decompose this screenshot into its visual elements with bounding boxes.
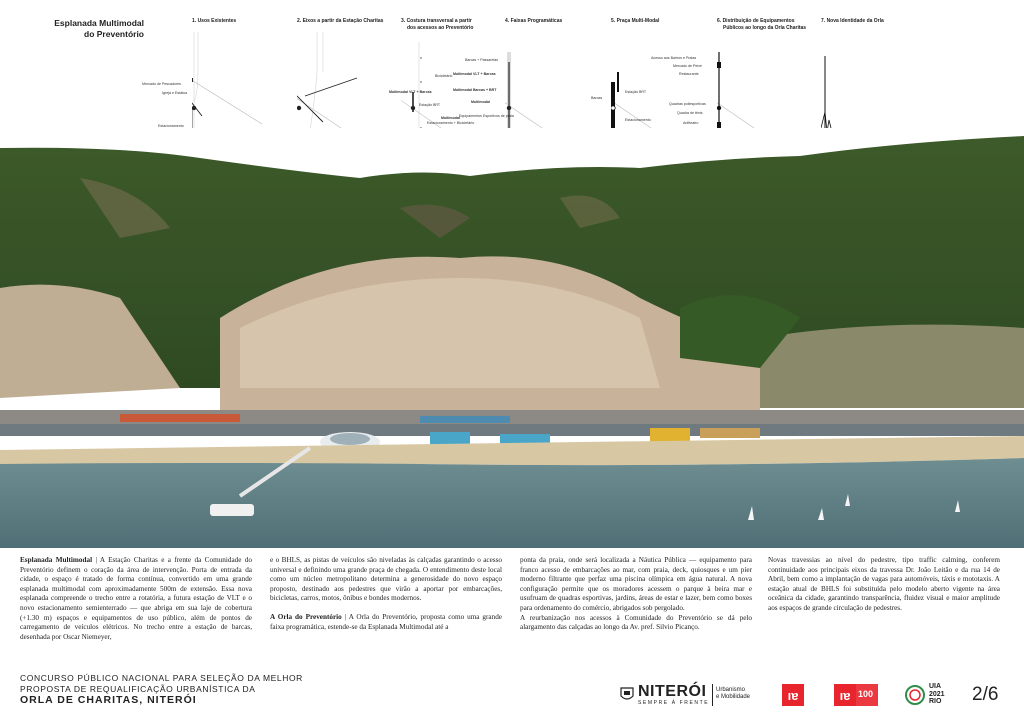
step-number: 7. (821, 18, 826, 24)
step-label: Barcas + Passarelas (465, 58, 499, 62)
step-label: Barcas (591, 96, 603, 100)
step-title: Eixos a partir da Estação Charitas (302, 18, 384, 24)
column-text: e o BHLS, as pistas de veículos são niveladas às calçadas garantindo o acesso universal e definindo uma grande praça de chegada. O entendimento deste local como um núcleo metropolitano determina a generosidade do novo espaço proposto, destinado aos pedestres que virão a aportar por embarcações, bicicletas, carros, motos, ônibus e bondes modernos. (270, 556, 502, 603)
step-label: Mercado de Pescadores (142, 82, 181, 86)
step-label: Estacionamento (158, 124, 184, 128)
department-line-1: Urbanismo (716, 687, 746, 693)
uia-line-1: UIA (929, 683, 942, 690)
step-label: Restaurante (679, 72, 699, 76)
step-title: dos acessos ao Preventório (407, 24, 474, 31)
competition-line-1: CONCURSO PÚBLICO NACIONAL PARA SELEÇÃO DA MELHOR (20, 673, 303, 683)
step-label: Acesso aos Bairros e Praias (651, 56, 697, 60)
text-column-3 (520, 556, 752, 633)
section-heading-orla: A Orla do Preventório (270, 612, 342, 621)
step-number: 2. (297, 18, 302, 24)
department-label (716, 687, 750, 701)
uia-logo-text (929, 683, 945, 706)
project-title-line-2: do Preventório (84, 29, 144, 39)
diagram-step-4 (453, 18, 605, 118)
column-text: A reurbanização nos acessos à Comunidade do Preventório se dá pelo alargamento das calçadas ao longo da Av. pref. Silvio Picanço. (520, 613, 752, 632)
step-number: 4. (505, 18, 510, 24)
step-label: Quadras poliesportivas (669, 102, 706, 106)
city-crest-icon (620, 686, 634, 702)
step-label: Estacionamento + Bicicletário (427, 121, 475, 125)
brand-tagline: SEMPRE À FRENTE (638, 700, 710, 706)
svg-text:ıɐ: ıɐ (839, 688, 851, 703)
step-number: 5. (611, 18, 616, 24)
aerial-photo (0, 128, 1024, 548)
uia-line-3: RIO (929, 698, 942, 706)
competition-line-2: PROPOSTA DE REQUALIFICAÇÃO URBANÍSTICA DA (20, 684, 256, 694)
iab-100-logo (834, 684, 878, 706)
column-text: A Orla do Preventório, proposta como uma grande faixa programática, estende-se da Esplanada Multimodal até a (270, 612, 502, 631)
project-title-line-1: Esplanada Multimodal (54, 18, 144, 28)
niteroi-logo (638, 684, 709, 706)
text-column-2: e o BHLS, as pistas de veículos são niveladas às calçadas garantindo o acesso universal e definindo uma grande praça de chegada. O entendimento deste local como um núcleo metropolitano determina a generosidade do novo espaço proposto, destinado aos pedestres que virão a aportar por embarcações, bicicletas, carros, motos, ônibus e bondes modernos. A Orla do Preventório | A Orla do Preventório, proposta como uma grande faixa programática, estende-se da Esplanada Multimodal até a (270, 556, 502, 631)
column-text: Novas travessias ao nível do pedestre, tipo traffic calming, conferem continuidade aos principais eixos da travessa Dr. João Leitão e da rua 14 de Abril, bem como a implantação de vagas para automóveis, táxis e mototaxis. A estação atual de BHLS foi substituída pelo modelo aberto vigente na área oceânica da cidade, garantindo transparência, fluidez visual e maior amplitude aos espaços de grande circulação de pedestres. (768, 556, 1000, 612)
step-label: Mercado de Peixe (673, 64, 702, 68)
step-title: Praça Multi-Modal (616, 18, 660, 24)
project-title (40, 18, 144, 40)
step-title: Públicos ao longo da Orla Charitas (723, 24, 807, 31)
column-text: A Estação Charitas e a frente da Comunidade do Preventório definem o coração da área de intervenção. Porta de entrada da cidade, o espaço é tratado de forma contínua, convertido em uma grande esplanada multimodal com aproximadamente 500m de extensão. Essa nova esplanada compreende o trecho entre a rotatória, a futura estação de VLT e o novo estacionamento semienterrado — que abriga em sua laje de cobertura (+1.30 m) espaços e equipamentos de uso público, além de pontos de carregamento de veículos elétricos. No trecho entre a estação de barcas, desenhada por Oscar Niemeyer, (20, 556, 252, 641)
department-line-2: e Mobilidade (716, 694, 751, 700)
svg-text:ıɐ: ıɐ (787, 688, 799, 703)
diagram-step-6 (651, 18, 817, 125)
section-heading-esplanada: Esplanada Multimodal (20, 556, 93, 564)
text-column-4 (768, 556, 1000, 614)
step-label: Estação BRT (625, 90, 647, 94)
step-label: Bicicletário (435, 74, 453, 78)
competition-title (20, 673, 303, 706)
step-title: Nova Identidade da Orla (826, 18, 884, 24)
step-number: 6. (717, 18, 722, 24)
step-label: Multimodal (441, 116, 460, 120)
iab-100-label: 100 (858, 689, 874, 699)
step-label: Equipamentos Esportivos de praia (459, 114, 514, 118)
step-label: Igreja e Estátua (162, 91, 188, 95)
column-text: ponta da praia, onde será localizada a Náutica Pública — equipamento para franco acesso de embarcações ao mar, com praia, deck, quiosques e um píer moderno filtrante que perfaz uma piscina olímpica em água natural. A nova configuração permite que os moradores acessem o parque à beira mar e usufruam de quadras esportivas, jardins, áreas de estar e lazer, bem como boxes para ordenamento do comércio, abrigados sob pergolado. (520, 556, 752, 612)
step-label: Anfiteatro (683, 121, 699, 125)
logo-divider (712, 684, 713, 706)
text-column-1: Esplanada Multimodal | A Estação Charitas e a frente da Comunidade do Preventório definem o coração da área de intervenção. Porta de entrada da cidade, o espaço é tratado de forma contínua, convertido em uma grande esplanada multimodal com aproximadamente 500m de extensão. Essa nova esplanada compreende o trecho entre a rotatória, a futura estação de VLT e o novo estacionamento semienterrado — que abriga em sua laje de cobertura (+1.30 m) espaços e equipamentos de uso público, além de pontos de carregamento de veículos elétricos. No trecho entre a estação de barcas, desenhada por Oscar Niemeyer, (20, 556, 252, 641)
step-number: 1. (192, 18, 197, 24)
step-title: Faixas Programáticas (510, 18, 563, 24)
step-label: Estacionamento (625, 118, 651, 122)
brand-name: NITERÓI (638, 683, 707, 700)
step-title: Distribuição de Equipamentos (722, 18, 795, 24)
step-label: Quadra de tênis (677, 111, 703, 115)
competition-line-3: ORLA DE CHARITAS, NITERÓI (20, 694, 197, 706)
step-number: 3. (401, 18, 406, 24)
step-label: Multimodal Barcas + BRT (453, 88, 497, 92)
step-label: Multimodal VLT + Barcas (453, 72, 496, 76)
diagram-step-7 (821, 18, 921, 25)
step-label: Multimodal VLT + Barcas (389, 90, 432, 94)
step-label: Estação BRT (419, 103, 441, 107)
uia-ring-icon (904, 684, 926, 706)
step-label: Multimodal (471, 100, 490, 104)
aerial-illustration (0, 128, 1024, 548)
diagram-step-2 (297, 18, 397, 25)
page-number: 2/6 (972, 684, 999, 705)
diagram-step-1 (142, 18, 292, 128)
step-title: Usos Existentes (197, 18, 237, 24)
step-title: Costura transversal a partir (406, 18, 472, 24)
iab-logo (782, 684, 804, 706)
uia-line-2: 2021 (929, 690, 945, 698)
